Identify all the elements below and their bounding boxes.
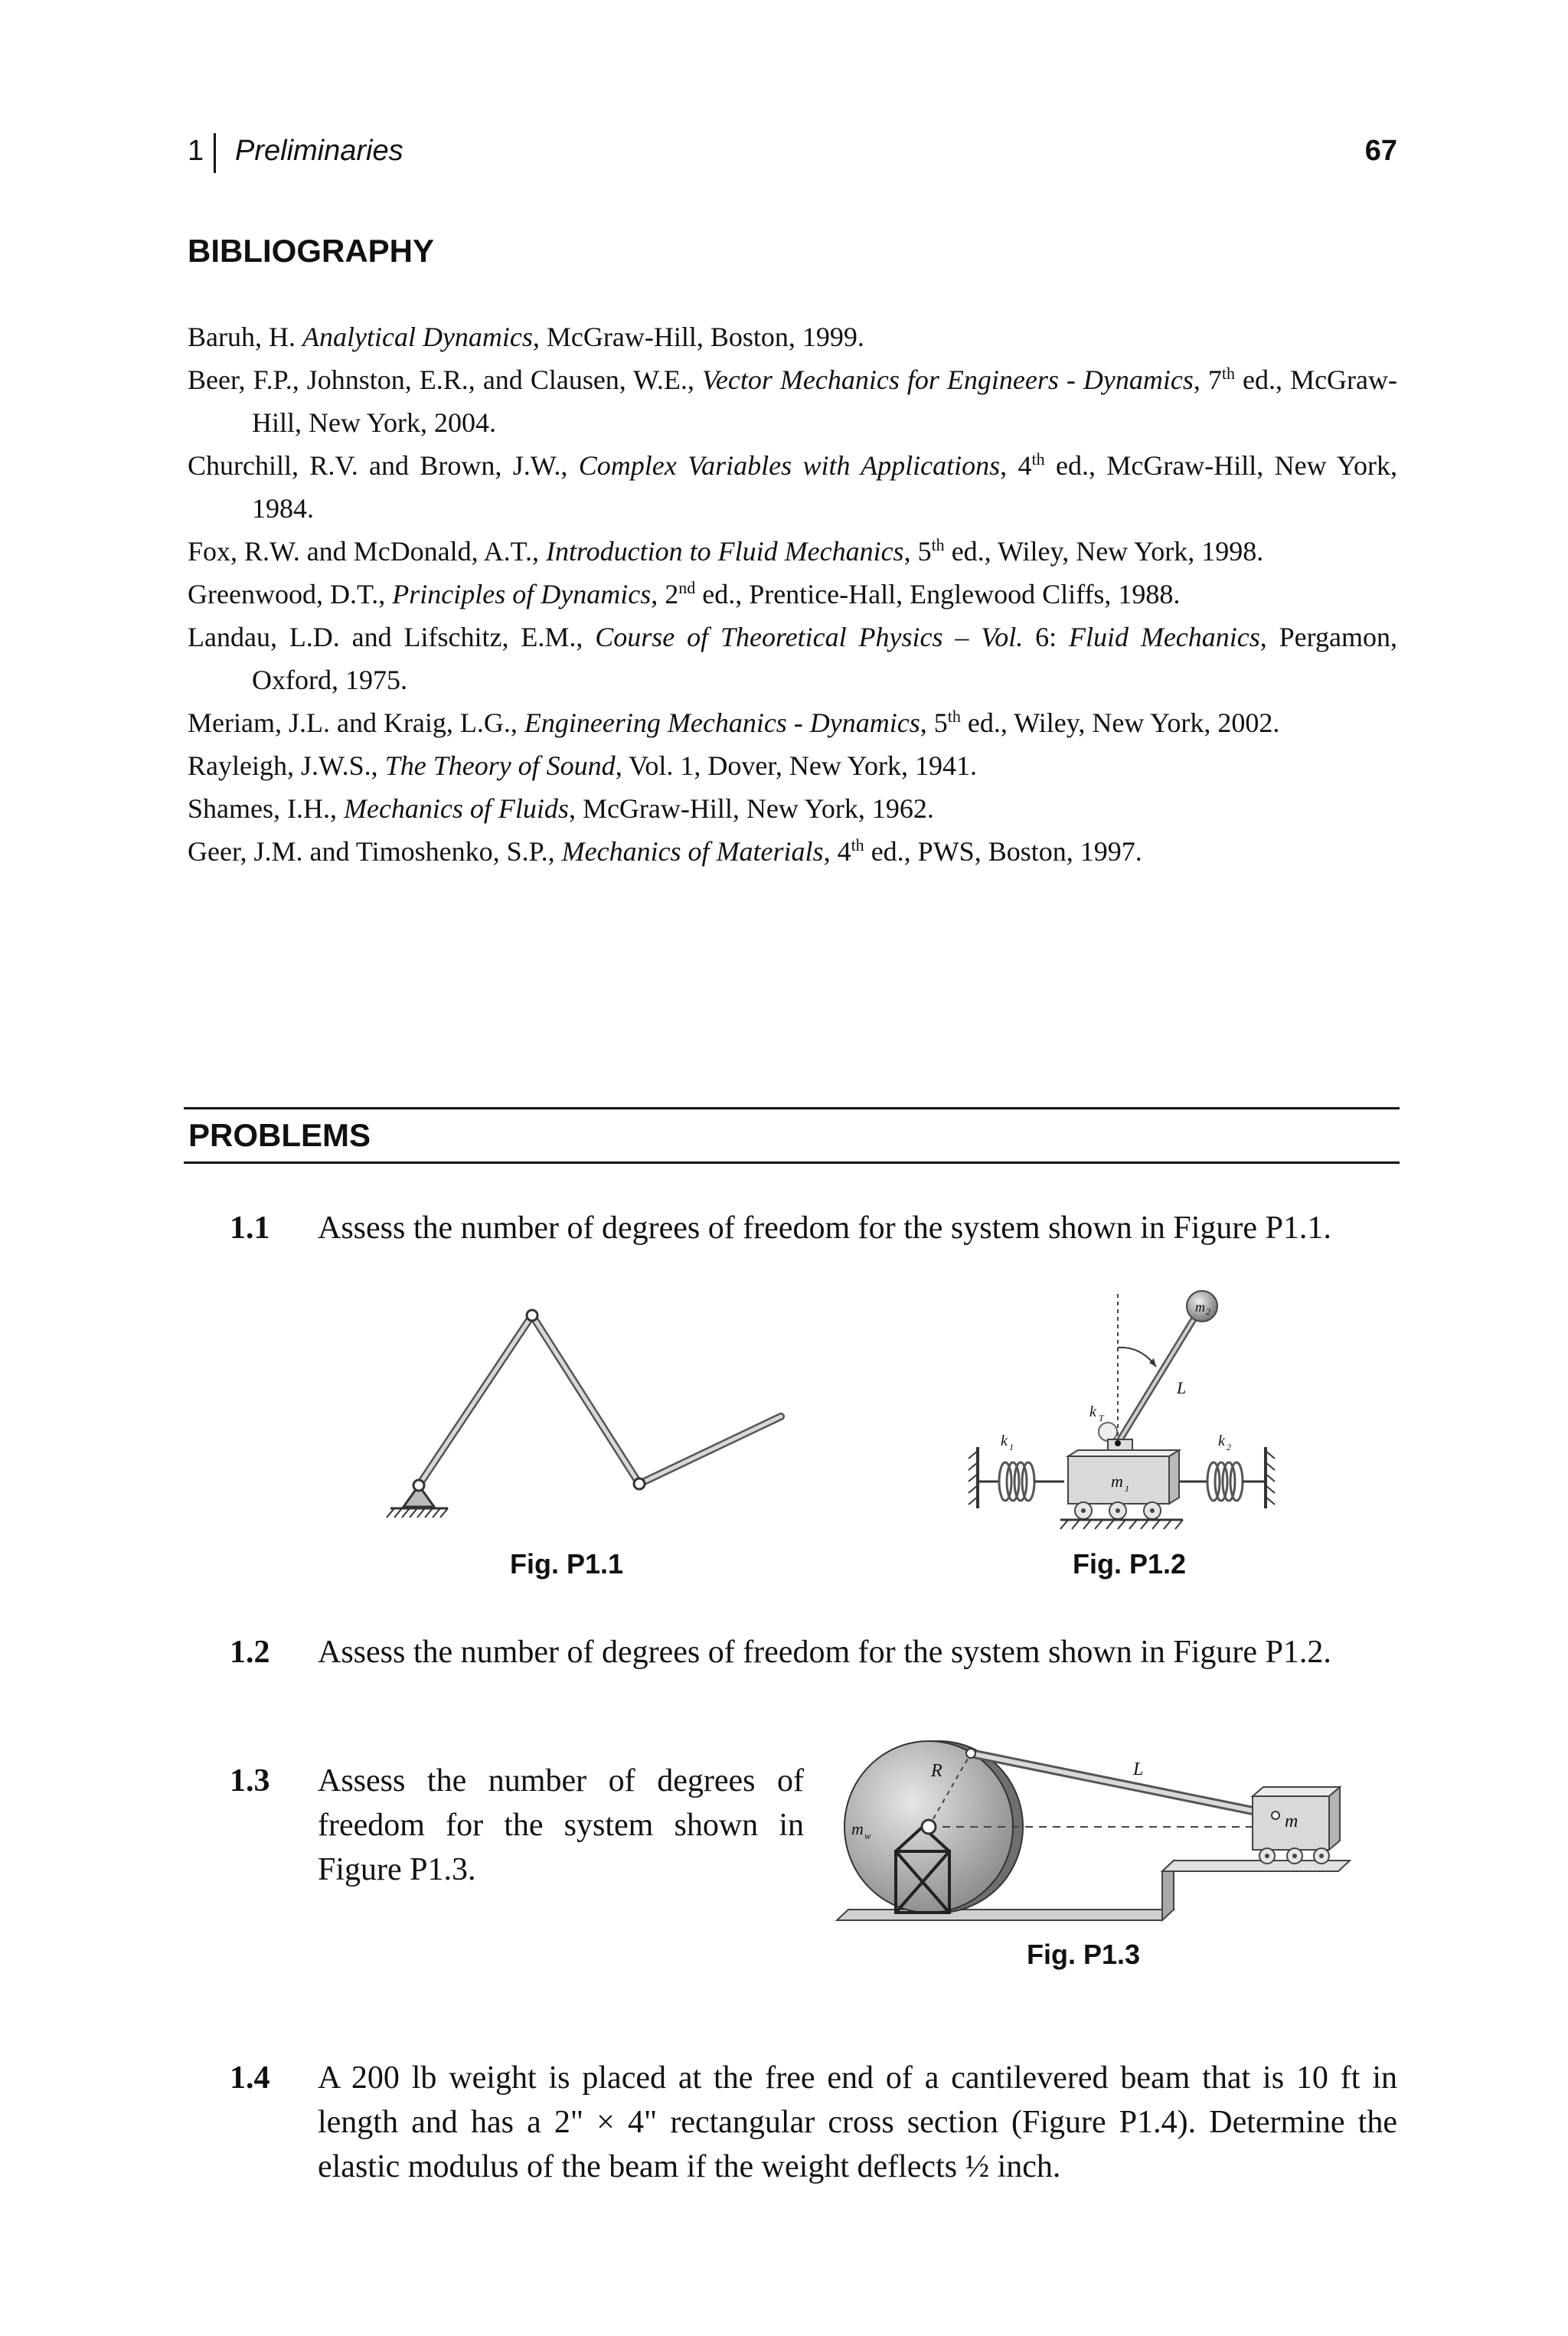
problem-number: 1.1 bbox=[230, 1210, 270, 1246]
page-number: 67 bbox=[1364, 135, 1397, 167]
figure-caption: Fig. P1.3 bbox=[1026, 1939, 1141, 1970]
problem-text: Assess the number of degrees of freedom for the system shown in Figure P1.1. bbox=[318, 1210, 1331, 1246]
figure-caption: Fig. P1.2 bbox=[1072, 1548, 1187, 1580]
running-header bbox=[188, 132, 1397, 178]
problems-heading-rule bbox=[184, 1107, 1400, 1164]
chapter-number: 1 bbox=[188, 135, 204, 167]
label-m1: m bbox=[1111, 1472, 1123, 1491]
figure-p1-3-flywheel-slider bbox=[833, 1736, 1369, 1928]
problem-text: Assess the number of degrees of freedom for the system shown in Figure P1.3. bbox=[318, 1763, 804, 1887]
reference-item: Meriam, J.L. and Kraig, L.G., Engineering Mechanics - Dynamics, 5th ed., Wiley, New York, 2002. bbox=[188, 707, 1280, 738]
header-divider bbox=[214, 133, 216, 173]
bibliography-list bbox=[188, 315, 1397, 873]
label-L: L bbox=[1177, 1378, 1187, 1397]
problem-number: 1.3 bbox=[230, 1763, 270, 1799]
problem-number: 1.2 bbox=[230, 1635, 270, 1670]
bibliography-heading: BIBLIOGRAPHY bbox=[188, 233, 435, 269]
problem-number: 1.4 bbox=[230, 2060, 270, 2096]
figure-p1-2-cart-pendulum bbox=[961, 1286, 1282, 1539]
label-m2: m bbox=[1195, 1299, 1205, 1315]
svg-text:T: T bbox=[1099, 1413, 1104, 1423]
label-R: R bbox=[931, 1761, 942, 1781]
problem-text: A 200 lb weight is placed at the free end of a cantilevered beam that is 10 ft in length and has a 2" × 4" rectangular cross section (Figure P1.4). Determine the elastic modulus of the beam if the weight deflects ½ inch. bbox=[318, 2060, 1397, 2184]
label-mw: m bbox=[851, 1819, 864, 1838]
label-k2: k bbox=[1218, 1433, 1225, 1449]
reference-item: Landau, L.D. and Lifschitz, E.M., Course of Theoretical Physics – Vol. 6: Fluid Mechanics, Pergamon, Oxford, 1975. bbox=[188, 622, 1397, 695]
label-kT: k bbox=[1089, 1403, 1096, 1420]
figure-p1-1-linkage bbox=[368, 1302, 827, 1524]
chapter-title: Preliminaries bbox=[235, 135, 403, 167]
reference-item: Greenwood, D.T., Principles of Dynamics, 2nd ed., Prentice-Hall, Englewood Cliffs, 1988. bbox=[188, 578, 1181, 609]
reference-item: Beer, F.P., Johnston, E.R., and Clausen, W.E., Vector Mechanics for Engineers - Dynamics, 7th ed., McGraw-Hill, New York, 2004. bbox=[188, 364, 1398, 438]
svg-text:w: w bbox=[864, 1830, 871, 1841]
label-m: m bbox=[1285, 1812, 1298, 1831]
svg-text:1: 1 bbox=[1125, 1483, 1129, 1494]
reference-item: Churchill, R.V. and Brown, J.W., Complex Variables with Applications, 4th ed., McGraw-Hill, New York, 1984. bbox=[188, 449, 1398, 524]
label-L: L bbox=[1133, 1759, 1144, 1779]
label-k1: k bbox=[1001, 1433, 1008, 1449]
problem-text: Assess the number of degrees of freedom for the system shown in Figure P1.2. bbox=[318, 1635, 1331, 1670]
reference-item: Rayleigh, J.W.S., The Theory of Sound, Vol. 1, Dover, New York, 1941. bbox=[188, 750, 977, 781]
reference-item: Fox, R.W. and McDonald, A.T., Introduction to Fluid Mechanics, 5th ed., Wiley, New York, 1998. bbox=[188, 535, 1264, 567]
problems-heading: PROBLEMS bbox=[188, 1117, 371, 1153]
reference-item: Geer, J.M. and Timoshenko, S.P., Mechanics of Materials, 4th ed., PWS, Boston, 1997. bbox=[188, 835, 1142, 867]
svg-text:1: 1 bbox=[1009, 1442, 1014, 1452]
reference-item: Shames, I.H., Mechanics of Fluids, McGraw-Hill, New York, 1962. bbox=[188, 793, 934, 824]
svg-text:2: 2 bbox=[1227, 1442, 1231, 1452]
reference-item: Baruh, H. Analytical Dynamics, McGraw-Hill, Boston, 1999. bbox=[188, 322, 864, 352]
svg-text:2: 2 bbox=[1206, 1306, 1210, 1317]
figure-caption: Fig. P1.1 bbox=[509, 1548, 624, 1580]
